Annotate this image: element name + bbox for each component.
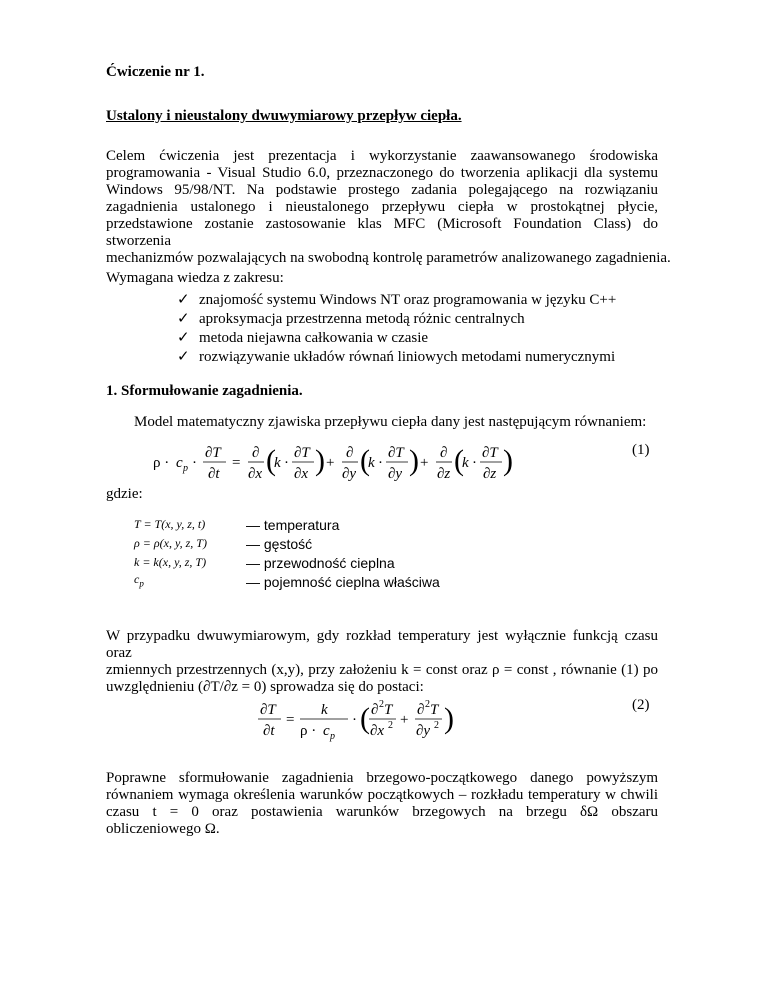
- svg-text:∂y: ∂y: [342, 466, 357, 482]
- svg-text:∂y: ∂y: [416, 723, 431, 739]
- equation-2-number: (2): [632, 697, 650, 713]
- check-icon: ✓: [177, 292, 190, 308]
- intro-paragraph: [106, 148, 671, 267]
- svg-text:2: 2: [379, 699, 384, 710]
- svg-text:∂: ∂: [252, 445, 260, 461]
- svg-text:∂z: ∂z: [483, 466, 497, 482]
- svg-text:k ·: k ·: [368, 455, 383, 471]
- svg-text:(: (: [360, 444, 370, 477]
- definition-desc: — pojemność cieplna właściwa: [246, 574, 440, 590]
- document-title: Ćwiczenie nr 1.: [106, 64, 205, 80]
- svg-text:c: c: [176, 455, 183, 471]
- svg-text:∂T: ∂T: [260, 702, 276, 718]
- svg-text:∂y: ∂y: [388, 466, 403, 482]
- section-heading: 1. Sformułowanie zagadnienia.: [106, 383, 303, 399]
- svg-text:+: +: [420, 455, 429, 471]
- equation-2: [258, 688, 458, 748]
- definition-symbol: k = k(x, y, z, T): [134, 555, 207, 569]
- requirements-label: Wymagana wiedza z zakresu:: [106, 270, 284, 286]
- svg-text:∂T: ∂T: [388, 445, 404, 461]
- intro-line: Celem ćwiczenia jest prezentacja i wykorzystanie zaawansowanego środowiska: [106, 148, 658, 164]
- svg-text:∂x: ∂x: [370, 723, 385, 739]
- paragraph-line: obliczeniowego Ω.: [106, 821, 220, 837]
- check-icon: ✓: [177, 330, 190, 346]
- svg-text:T: T: [430, 702, 439, 718]
- definition-symbol: T = T(x, y, z, t): [134, 517, 206, 531]
- svg-text:T: T: [384, 702, 393, 718]
- svg-text:p: p: [330, 731, 335, 742]
- definition-desc: — gęstość: [246, 536, 313, 552]
- svg-text:(: (: [266, 444, 276, 477]
- svg-text:k ·: k ·: [274, 455, 289, 471]
- svg-text:c: c: [323, 723, 330, 739]
- svg-text:∂x: ∂x: [294, 466, 309, 482]
- intro-line: przedstawione zostanie zastosowanie klas MFC (Microsoft Foundation Class) do stworzenia: [106, 216, 658, 249]
- svg-text:∂z: ∂z: [437, 466, 451, 482]
- svg-text:(: (: [454, 444, 464, 477]
- paragraph-line: uwzględnieniu (∂T/∂z = 0) sprowadza się do postaci:: [106, 679, 424, 695]
- svg-text:∂: ∂: [440, 445, 448, 461]
- paragraph-line: W przypadku dwuwymiarowym, gdy rozkład temperatury jest wyłącznie funkcją czasu oraz: [106, 628, 658, 661]
- svg-text:·: ·: [352, 712, 357, 728]
- svg-text:∂t: ∂t: [208, 466, 220, 482]
- list-item: ✓ rozwiązywanie układów równań liniowych metodami numerycznymi: [177, 349, 616, 365]
- requirements-list: [177, 290, 616, 366]
- check-icon: ✓: [177, 311, 190, 327]
- svg-text:=: =: [232, 455, 241, 471]
- svg-text:∂t: ∂t: [263, 723, 275, 739]
- definition-desc: — temperatura: [246, 517, 340, 533]
- svg-text:2: 2: [388, 720, 393, 731]
- list-item: ✓ znajomość systemu Windows NT oraz programowania w języku C++: [177, 292, 617, 308]
- svg-text:ρ ·: ρ ·: [300, 723, 317, 739]
- svg-text:k: k: [321, 702, 328, 718]
- definition-symbols: [134, 515, 207, 591]
- paragraph-line: czasu t = 0 oraz postawienia warunków brzegowych na brzegu δΩ obszaru: [106, 804, 658, 820]
- svg-text:p: p: [183, 463, 188, 474]
- svg-text:2: 2: [434, 720, 439, 731]
- list-item: ✓ metoda niejawna całkowania w czasie: [177, 330, 429, 346]
- equation-1-number: (1): [632, 442, 650, 458]
- equation-1: [150, 430, 550, 490]
- svg-text:∂T: ∂T: [205, 445, 221, 461]
- svg-text:(: (: [360, 702, 370, 735]
- intro-line: Windows 95/98/NT. Na podstawie prostego zadania polegającego na rozwiązaniu: [106, 182, 658, 198]
- svg-text:+: +: [400, 712, 409, 728]
- svg-text:ρ ·: ρ ·: [153, 455, 170, 471]
- paragraph-line: równaniem wymaga określenia warunków początkowych – rozkładu temperatury w chwili: [106, 787, 658, 803]
- svg-text:): ): [409, 444, 419, 477]
- paragraph-line: zmiennych przestrzennych (x,y), przy założeniu k = const oraz ρ = const , równanie (1) po: [106, 662, 658, 678]
- svg-text:): ): [315, 444, 325, 477]
- definition-symbol: ρ = ρ(x, y, z, T): [134, 536, 207, 550]
- definition-desc: — przewodność cieplna: [246, 555, 395, 571]
- svg-text:k ·: k ·: [462, 455, 477, 471]
- svg-text:): ): [444, 702, 454, 735]
- definition-descriptions: [246, 516, 440, 592]
- svg-text:∂: ∂: [417, 702, 425, 718]
- model-sentence: Model matematyczny zjawiska przepływu ciepła dany jest następującym równaniem:: [134, 414, 647, 430]
- svg-text:∂x: ∂x: [248, 466, 263, 482]
- check-icon: ✓: [177, 349, 190, 365]
- svg-text:=: =: [286, 712, 295, 728]
- svg-text:2: 2: [425, 699, 430, 710]
- intro-line: programowania - Visual Studio 6.0, przeznaczonego do tworzenia aplikacji dla systemu: [106, 165, 658, 181]
- svg-text:·: ·: [192, 455, 197, 471]
- svg-text:∂T: ∂T: [294, 445, 310, 461]
- svg-text:+: +: [326, 455, 335, 471]
- svg-text:∂: ∂: [371, 702, 379, 718]
- svg-text:∂T: ∂T: [482, 445, 498, 461]
- svg-text:): ): [503, 444, 513, 477]
- paragraph-3: [106, 770, 658, 838]
- intro-line: mechanizmów pozwalających na swobodną kontrolę parametrów analizowanego zagadnienia.: [106, 250, 671, 266]
- svg-text:∂: ∂: [346, 445, 354, 461]
- paragraph-line: Poprawne sformułowanie zagadnienia brzegowo-początkowego danego powyższym: [106, 770, 658, 786]
- cp-symbol: $c_p$: [134, 572, 144, 589]
- list-item: ✓ aproksymacja przestrzenna metodą różnic centralnych: [177, 311, 525, 327]
- paragraph-2: [106, 628, 658, 696]
- document-subtitle: Ustalony i nieustalony dwuwymiarowy przepływ ciepła.: [106, 108, 462, 124]
- where-label: gdzie:: [106, 486, 143, 502]
- intro-line: zagadnienia ustalonego i nieustalonego przepływu ciepła w prostokątnej płycie,: [106, 199, 658, 215]
